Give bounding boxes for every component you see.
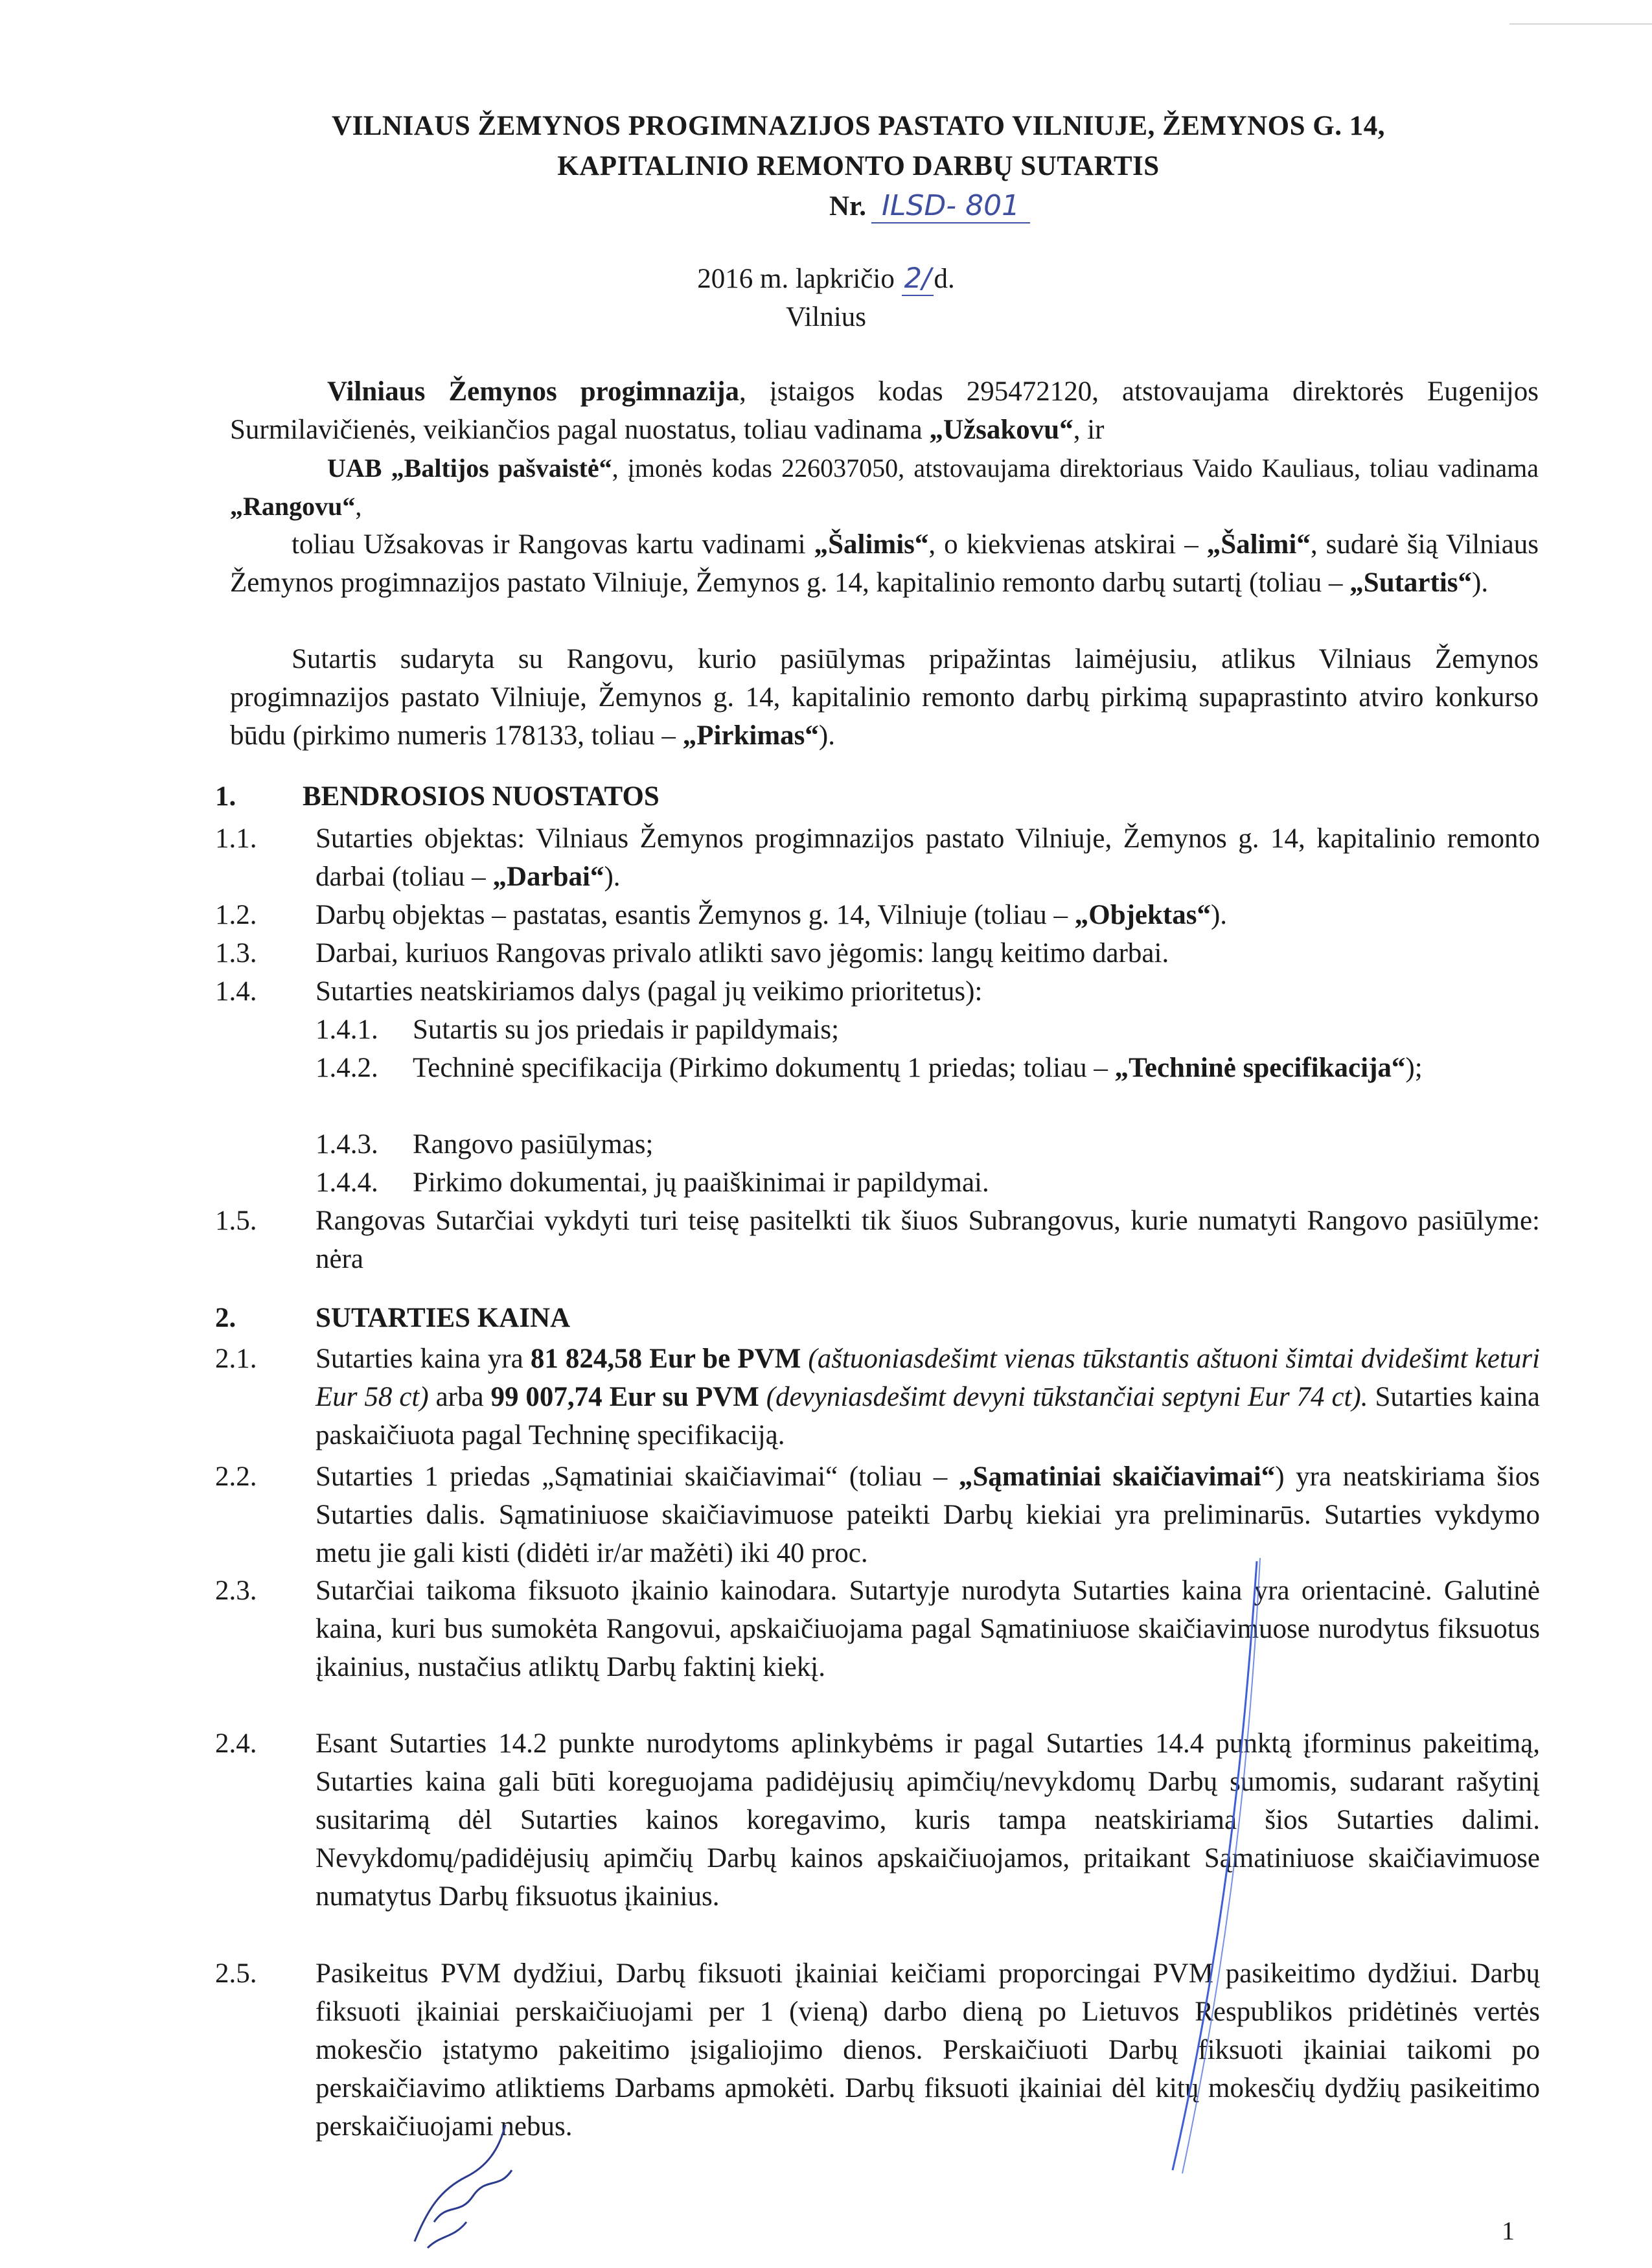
customer-name: Vilniaus Žemynos progimnazija xyxy=(327,376,740,407)
clause-1-4-1: 1.4.1. Sutartis su jos priedais ir papildymais; xyxy=(315,1014,840,1045)
clause-2-1: 2.1. Sutarties kaina yra 81 824,58 Eur be PVM (aštuoniasdešimt vienas tūkstantis aštuoni šimtai dvidešimt keturi Eur 58 ct) arba 99 007,74 Eur su PVM (devyniasdešimt devyni tūkstančiai septyni Eur 74 ct). Sutarties kaina paskaičiuota pagal Techninę specifikaciją. xyxy=(215,1344,1540,1450)
nr-handwritten: ILSD- 801 xyxy=(871,189,1030,223)
date-day-handwritten: 2/ xyxy=(902,262,934,296)
nr-label: Nr. xyxy=(829,191,866,222)
signature-initials xyxy=(389,2112,538,2261)
clause-2-2: 2.2. Sutarties 1 priedas „Sąmatiniai skaičiavimai“ (toliau – „Sąmatiniai skaičiavimai“) yra neatskiriama šios Sutarties dalis. Sąmatiniuose skaičiavimuose pateikti Darbų kiekiai yra preliminarūs. Sutarties vykdymo metu jie gali kisti (didėti ir/ar mažėti) iki 40 proc. xyxy=(215,1461,1540,1568)
city: Vilnius xyxy=(785,302,867,332)
section-2-heading: 2. SUTARTIES KAINA xyxy=(215,1303,571,1333)
clause-1-4-4: 1.4.4. Pirkimo dokumentai, jų paaiškinimai ir papildymai. xyxy=(315,1167,989,1198)
clause-2-4: 2.4. Esant Sutarties 14.2 punkte nurodytoms aplinkybėms ir pagal Sutarties 14.4 punktą įforminus pakeitimą, Sutarties kaina gali būti koreguojama padidėjusių apimčių/nevykdomų Darbų sumomis, sudarant rašytinį susitarimą dėl Sutarties kainos koregavimo, kuris tampa neatskiriama šios Sutarties dalimi. Nevykdomų/padidėjusių apimčių Darbų kainos apskaičiuojamos, pritaikant Sąmatiniuose skaičiavimuose numatytus Darbų fiksuotus įkainius. xyxy=(215,1728,1540,1912)
contract-number xyxy=(829,189,1030,222)
page-number: 1 xyxy=(1502,2216,1515,2245)
clause-1-5: 1.5. Rangovas Sutarčiai vykdyti turi teisę pasitelkti tik šiuos Subrangovus, kurie numatyti Rangovo pasiūlyme: nėra xyxy=(215,1206,1540,1274)
intro-paragraph-2: UAB „Baltijos pašvaistė“, įmonės kodas 226037050, atstovaujama direktoriaus Vaido Kauliaus, toliau vadinama „Rangovu“, xyxy=(230,453,1539,521)
title-line-2: KAPITALINIO REMONTO DARBŲ SUTARTIS xyxy=(557,151,1160,181)
intro-paragraph-4: Sutartis sudaryta su Rangovu, kurio pasiūlymas pripažintas laimėjusiu, atlikus Vilniaus Žemynos progimnazijos pastato Vilniuje, Žemynos g. 14, kapitalinio remonto darbų pirkimą supaprastinto atviro konkurso būdu (pirkimo numeris 178133, toliau – „Pirkimas“). xyxy=(230,644,1539,751)
contract-date xyxy=(0,262,1652,295)
scan-edge xyxy=(1509,0,1652,25)
clause-1-4-2: 1.4.2. Techninė specifikacija (Pirkimo dokumentų 1 priedas; toliau – „Techninė specifikacija“); xyxy=(315,1053,1423,1083)
section-1-heading: 1. BENDROSIOS NUOSTATOS xyxy=(215,781,660,812)
clause-1-3: 1.3. Darbai, kuriuos Rangovas privalo atlikti savo jėgomis: langų keitimo darbai. xyxy=(215,938,1169,968)
date-suffix: d. xyxy=(934,264,955,294)
intro-paragraph-3: toliau Užsakovas ir Rangovas kartu vadinami „Šalimis“, o kiekvienas atskirai – „Šalimi“, sudarė šią Vilniaus Žemynos progimnazijos pastato Vilniuje, Žemynos g. 14, kapitalinio remonto darbų sutartį (toliau – „Sutartis“). xyxy=(230,529,1539,598)
price-without-vat: 81 824,58 Eur be PVM xyxy=(530,1344,801,1374)
clause-1-4-3: 1.4.3. Rangovo pasiūlymas; xyxy=(315,1129,654,1160)
title-line-1: VILNIAUS ŽEMYNOS PROGIMNAZIJOS PASTATO VILNIUJE, ŽEMYNOS G. 14, xyxy=(332,111,1385,141)
clause-1-4: 1.4. Sutarties neatskiriamos dalys (pagal jų veikimo prioritetus): xyxy=(215,976,983,1007)
price-with-vat: 99 007,74 Eur su PVM xyxy=(490,1382,759,1412)
clause-2-3: 2.3. Sutarčiai taikoma fiksuoto įkainio kainodara. Sutartyje nurodyta Sutarties kaina yra orientacinė. Galutinė kaina, kuri bus sumokėta Rangovui, apskaičiuojama pagal Sąmatiniuose skaičiavimuose nurodytus fiksuotus įkainius, nustačius atliktų Darbų faktinį kiekį. xyxy=(215,1575,1540,1682)
date-prefix: 2016 m. lapkričio xyxy=(697,264,895,294)
contractor-name: UAB „Baltijos pašvaistė“ xyxy=(327,453,612,483)
intro-paragraph-1: Vilniaus Žemynos progimnazija, įstaigos kodas 295472120, atstovaujama direktorės Eugenijos Surmilavičienės, veikiančios pagal nuostatus, toliau vadinama „Užsakovu“, ir xyxy=(230,376,1539,445)
margin-pen-stroke xyxy=(1147,1555,1315,2177)
clause-1-2: 1.2. Darbų objektas – pastatas, esantis Žemynos g. 14, Vilniuje (toliau – „Objektas“). xyxy=(215,900,1228,930)
clause-2-5: 2.5. Pasikeitus PVM dydžiui, Darbų fiksuoti įkainiai keičiami proporcingai PVM pasikeitimo dydžiui. Darbų fiksuoti įkainiai perskaičiuojami per 1 (vieną) darbo dieną po Lietuvos Respublikos pridėtinės vertės mokesčio įstatymo pakeitimo įsigaliojimo dienos. Perskaičiuoti Darbų fiksuoti įkainiai taikomi po perskaičiavimo atliktiems Darbams apmokėti. Darbų fiksuoti įkainiai dėl kitų mokesčių dydžių pasikeitimo perskaičiuojami nebus. xyxy=(215,1958,1540,2142)
clause-1-1: 1.1. Sutarties objektas: Vilniaus Žemynos progimnazijos pastato Vilniuje, Žemynos g. 14, kapitalinio remonto darbai (toliau – „Darbai“). xyxy=(215,823,1540,892)
